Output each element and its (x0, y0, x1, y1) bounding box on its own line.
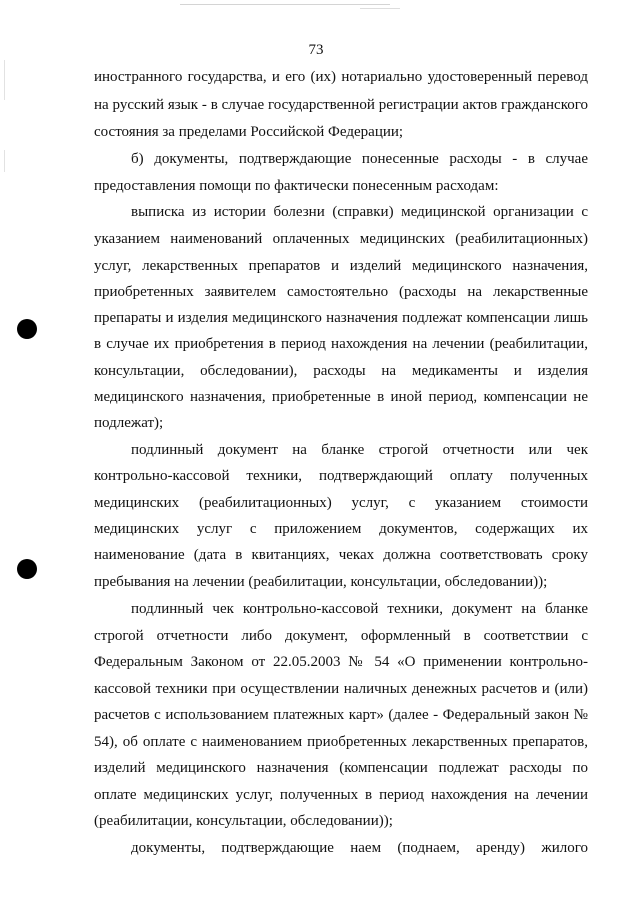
text-line: документы, подтверждающие наем (поднаем, аренду) жилого (131, 840, 588, 856)
text-line: медицинских услуг с приложением документов, содержащих их (94, 521, 588, 537)
text-line: предоставления помощи по фактически понесенным расходам: (94, 178, 499, 194)
scan-margin-mark (4, 60, 5, 100)
text-line: на русский язык - в случае государственной регистрации актов гражданского (94, 97, 588, 113)
text-line: наименование (дата в квитанциях, чеках должна соответствовать сроку (94, 547, 588, 563)
text-line: иностранного государства, и его (их) нотариально удостоверенный перевод (94, 69, 588, 85)
text-line: консультации, обследовании), расходы на медикаменты и изделия (94, 363, 588, 379)
text-line: услуг, лекарственных препаратов и изделий медицинского назначения, (94, 258, 588, 274)
text-line: 54), об оплате с наименованием приобретенных лекарственных препаратов, (94, 734, 588, 750)
scan-edge-line (360, 8, 400, 9)
text-line: указанием наименований оплаченных медицинских (реабилитационных) (94, 231, 588, 247)
text-line: подлинный чек контрольно-кассовой техники, документ на бланке (131, 601, 588, 617)
scan-margin-mark (4, 150, 5, 172)
text-line: медицинских (реабилитационных) услуг, с указанием стоимости (94, 495, 588, 511)
text-line: расчетов с использованием платежных карт» (далее - Федеральный закон № (94, 707, 588, 723)
text-line: изделий медицинского назначения (компенсации подлежат расходы по (94, 760, 588, 776)
text-line: выписка из истории болезни (справки) медицинской организации с (131, 204, 588, 220)
punch-hole (17, 559, 37, 579)
text-line: пребывания на лечении (реабилитации, консультации, обследовании)); (94, 574, 548, 590)
text-line: оплате медицинских услуг, полученных в период нахождения на лечении (94, 787, 588, 803)
text-line: кассовой техники при осуществлении наличных денежных расчетов и (или) (94, 681, 588, 697)
text-line: состояния за пределами Российской Федерации; (94, 124, 404, 140)
text-line: (реабилитации, консультации, обследовании)); (94, 813, 393, 829)
text-line: строгой отчетности либо документ, оформленный в соответствии с (94, 628, 588, 644)
text-line: б) документы, подтверждающие понесенные расходы - в случае (131, 151, 588, 167)
text-line: подлинный документ на бланке строгой отчетности или чек (131, 442, 588, 458)
text-line: препараты и изделия медицинского назначения подлежат компенсации лишь (94, 310, 588, 326)
page-number: 73 (308, 42, 324, 58)
text-line: подлежат); (94, 415, 164, 431)
text-line: Федеральным Законом от 22.05.2003 № 54 «О применении контрольно- (94, 654, 588, 670)
text-line: контрольно-кассовой техники, подтверждающий оплату полученных (94, 468, 588, 484)
text-line: приобретенных заявителем самостоятельно (расходы на лекарственные (94, 284, 588, 300)
punch-hole (17, 319, 37, 339)
text-line: медицинского назначения, приобретенные в иной период, компенсации не (94, 389, 588, 405)
scan-edge-line (180, 4, 390, 5)
text-line: в случае их приобретения в период нахождения на лечении (реабилитации, (94, 336, 588, 352)
